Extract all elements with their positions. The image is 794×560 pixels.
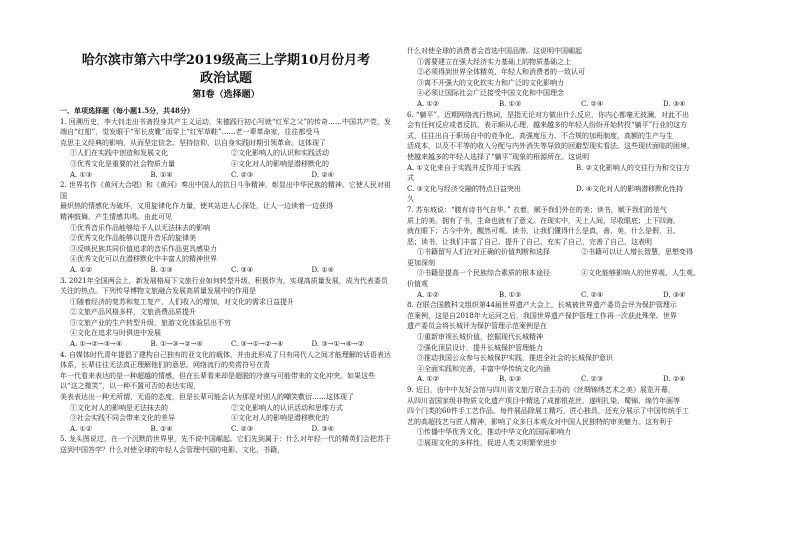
question-9 [407, 385, 745, 449]
option-c: C. ②③ [581, 375, 604, 384]
q8-item: ②强化顶层设计，提升长城保护管理能力 [417, 343, 543, 352]
q1-items [60, 159, 392, 170]
q2-item: ④优秀文化可以在潜移默化中丰富人的精神世界 [70, 255, 217, 264]
q7-item: ④文化能够影响人的世界观、人生观、 [581, 269, 700, 278]
q5-item: ③离不开强大的文化软实力和广泛的文化影响力 [417, 78, 564, 87]
q3-stem-line: 3. 2021年全国两会上，新发展格局下文旅行业如何转型升级、积极作为，实现高质量发展，成为代表委员关注的热点。下列传导博物文旅融合发展高质量发展中的作用是 [60, 276, 388, 296]
q6-options [407, 163, 745, 174]
q7-item-continued: 价值观 [407, 280, 428, 289]
q4-item: ④文化对人的影响是潜移默化的 [231, 414, 329, 423]
question-1 [60, 117, 392, 181]
q5-item: ①需要建立在强大经济实力基础上的物质基础之上 [417, 57, 571, 66]
option-d: D. ③④ [663, 290, 686, 299]
question-6 [407, 110, 745, 205]
q7-stem-line: 就在眼下；古今中外，醒然可观。读书，让我们懂得什么是真，善、美，什么是假，丑、 [407, 227, 680, 236]
option-a: A. ①文化来自于实践并反作用于实践 [407, 163, 521, 172]
q5-item: ②必须得到世界全体精英、年轻人和消费者的一致认可 [417, 68, 585, 77]
q1-stem-line: 1. 回溯历史，李大钊走出书斋投身共产主义运动，朱德践行初心写就“红军之父”的传奇……中国共产党，发端自“红船”，觉发眼于“军长皮靴”而穿上“红军草鞋”……老一辈革命家，往往都受马 [60, 117, 392, 137]
title-line-1: 哈尔滨市第六中学2019级高三上学期10月份月考 [81, 53, 371, 68]
q8-stem-line: 遗产委员会将长城评为保护管理示范案例是在 [407, 322, 547, 331]
q5-stem-continued: 什么对使全球的消费者会首选中国品牌。这说明中国崛起 [407, 47, 582, 55]
exam-title [60, 52, 392, 101]
option-c: C. ③→①→②→④ [231, 340, 284, 349]
q2-item: ①优秀音乐作品能够给予人以无法抹去的影响 [70, 223, 210, 232]
right-column [407, 46, 745, 449]
q1-options [60, 170, 392, 181]
q3-item: ③文旅产业的生产转型升级，旅游文化体验层出不穷 [70, 318, 231, 327]
q4-options [60, 424, 392, 435]
q7-stem-line: 质上的美。拥有了书，生命也就有了意义。在现实中，天上人间，尽收眼底；上下四海， [407, 216, 680, 225]
q7-item-continued: 更加深刻 [407, 258, 435, 267]
option-d: D. ③④ [663, 99, 686, 108]
q2-stem-line: 2. 世界名作《黄河大合唱》和《黄河》奏出中国人的抗日斗争精神，彰显出中华民族的精神。它使人民对祖国 [60, 181, 391, 200]
q9-item: ②展现文化的多样性，促进人类文明繁荣进步 [417, 438, 557, 447]
option-d: D. ③④ [311, 424, 334, 433]
question-5 [60, 434, 392, 455]
q6-stem-line: 6. “躺平”。近期网络流行热词，是指无论对方做出什么反应，你内心都毫无波澜，对此不出 [407, 110, 690, 119]
option-c: C. ③文化与经济交融的特点日益突出 [407, 184, 521, 193]
q9-stem-line: 艺的高超技艺与匠人精神，影响了众多日本观众对中国人民独特的审美魅力。这有利于 [407, 417, 673, 426]
q8-item: ④全面实践和完善，丰富中华传统文化内涵 [417, 364, 550, 373]
option-c: C. ②④ [581, 99, 604, 108]
option-a: A. ①→②→③→④ [70, 340, 123, 349]
q6-stem-line: 式，往往出自于职场自中的竞争化、高强度压力、不合规的加班制度，高额的生产与生 [407, 131, 673, 140]
q9-stem-line: 9. 近日，由中中友好会馆与四川省文旅厅联合主办的《丝绸锦绣艺术之美》展览开幕， [407, 386, 675, 394]
title-line-2: 政治试题 [199, 71, 252, 86]
option-a: A. ①② [70, 265, 93, 274]
q7-items [407, 268, 745, 279]
option-b: B. ①③ [499, 375, 522, 384]
q8-options [407, 374, 745, 385]
question-4 [60, 350, 392, 435]
q6-stem-line: 会有任何反应或者反抗，表示顺从心理，越来越多的年轻人纷纷开始转投“躺平”行业的这方 [407, 121, 688, 130]
option-a: A. ①② [417, 290, 440, 299]
section-heading: 一、单项选择题（每小题1.5分，共48分） [60, 106, 194, 115]
q8-item: ①重新审视长城价值，挖掘现代长城精神 [417, 333, 543, 342]
option-b: B. ①③ [499, 99, 522, 108]
q4-item: ③社会实践不同会带来文化的差异 [70, 414, 175, 423]
q1-items [60, 148, 392, 159]
q4-stem-line: 年一代看来表达的是一种超越的情感，但在长辈看来却是超脱的冷漠与可能带来的文化冲突。如果这些以“这之微笑”，以一种不置可否的表达实现， [60, 371, 375, 391]
option-a: A. ①③ [70, 170, 93, 179]
q7-item: ②书籍可以让人增长智慧，思想变得 [581, 248, 693, 257]
q9-stem-line: 从四川省国家级非物质文化遗产项目中精选了成都银花丝、遂明扎染、蜀锦、绵竹年画等 [407, 396, 680, 405]
option-b: B. ①→③→②→④ [150, 340, 203, 349]
part-title: 第Ⅰ卷（选择题） [192, 90, 260, 100]
q7-options [407, 290, 745, 301]
option-b: B. ①④ [150, 170, 173, 179]
option-b: B. ①③ [499, 290, 522, 299]
q4-items [60, 403, 392, 414]
q3-item: ①随着经济的复苏和复工复产，人们收入的增加，对文化的需求日益提升 [70, 297, 294, 306]
q8-stem-line: 8. 在联合国教科文组织第44届世界遗产大会上，长城被世界遗产委员会评为保护管理示 [407, 301, 677, 310]
q2-stem-line: 精神鼓舞、产生情感共鸣。由此可见 [60, 212, 172, 221]
option-b: B. ②文化影响人的交往行为和交往方 [576, 163, 690, 172]
q5-item: ④必须让国际社会广泛接受中国文化和中国理念 [417, 89, 564, 98]
option-c: C. ②③ [231, 424, 254, 433]
q4-item: ①文化对人的影响是无法抹去的 [70, 403, 168, 412]
q1-item: ②文化影响人的认识和实践活动 [231, 149, 329, 158]
q3-item: ④文化在追求与时俱进中发展 [70, 329, 161, 338]
option-a: A. ①② [417, 99, 440, 108]
q4-stem-line: 4. 自媒体时代青年提倡了建构自己独有的亚文化的载体，并由此形成了只有同代人之间才能理解的话语表达体系，长辈往往无法真正理解他们的意思。网络流行的奖赏符号在青 [60, 350, 391, 370]
q9-item: ①传播中华优秀文化，推动中华文化的国际影响力 [417, 428, 571, 437]
question-2 [60, 180, 392, 275]
option-d-continued: 久 [407, 195, 414, 204]
question-8 [407, 300, 745, 385]
option-b: B. ①③ [150, 265, 173, 274]
q7-items [407, 247, 745, 258]
q2-item: ②优秀文化作品能够以提升音乐的旋律美 [70, 234, 196, 243]
q7-item: ①书籍留写人们在对正确的价值判断和选择 [417, 248, 550, 257]
q3-options [60, 339, 392, 350]
q2-item: ③反映民族共同价值追求的音乐作品更具感染力 [70, 244, 217, 253]
q1-stem-line: 克思主义经典的影响，从而坚定信念、坚持信仰，以自身实践时期引领革命。这体现了 [60, 138, 326, 147]
q8-item: ③推动我国公众参与长城保护实践，推进全社会的长城保护意识 [417, 354, 613, 363]
option-a: A. ①② [417, 375, 440, 384]
q6-stem-line: 使越来越多的年轻人选择了“躺平”现象的根源所在。这说明 [407, 152, 590, 161]
option-d: D. ①④ [311, 265, 334, 274]
option-c: C. ②④ [581, 290, 604, 299]
q7-stem-line: 恶；读书，让我们丰富了自己、提升了自己、充实了自己，完善了自己，这表明 [407, 237, 652, 246]
q2-options [60, 265, 392, 276]
option-d: D. ②④ [311, 170, 334, 179]
q6-stem-line: 活成本，以及不平等的收入分配与内外消失等导致的回避型现实看法。这些现状面临的困境， [407, 142, 694, 151]
q2-stem-line: 最炽热的情感化为破坏，又用旋律化作力量，使其站进人心深处，让人一边读着一边获得 [60, 202, 333, 211]
q5-stem-line: 5. 龙头图说过，在一个沉默的世界里，先不说中国崛起。它们先到属于：什么对年轻一代的精英们会把苏于送到中国答学？什么对使全球的年轻人会管理中国的电影、文化、书籍， [60, 435, 391, 454]
q1-item: ④文化对人的影响是潜移默化的 [231, 159, 329, 168]
option-b: B. ①④ [150, 424, 173, 433]
q5-options [407, 99, 745, 110]
q9-stem-line: 四个门类的60件手工艺作品。每件展品除展工精巧，匠心独具，还充分展示了中国传统手工 [407, 407, 689, 416]
q6-options [407, 184, 745, 195]
question-7 [407, 205, 745, 300]
q4-stem-line: 美表表达出一种无所谓、无语的态度，但是长辈可能会认为那是对别人的嘲笑敷衍……这体现了 [60, 393, 354, 402]
question-3 [60, 276, 392, 350]
q7-stem-line: 7. 苏东坡说：“腹有诗书气自华。” 衣着，赋予我们外在的美；读书，赋予我们的是气 [407, 205, 667, 214]
left-column [60, 106, 392, 456]
q8-stem-line: 范案例，这是自2018年大运河之后，我国世界遗产保护管理工作再一次获此殊荣。世界 [407, 311, 677, 320]
option-d: D. ④文化对人的影响潜移默化性持 [576, 184, 684, 193]
option-d: D. ③→①→④→② [311, 340, 365, 349]
option-b-continued: 式 [407, 174, 414, 183]
q3-item: ②文旅产品风格多样，文旅消费品质提升 [70, 308, 196, 317]
option-c: C. ②③ [231, 170, 254, 179]
q1-item: ①人们在实践中创造和发展文化 [70, 149, 168, 158]
q1-item: ③优秀文化是重要的社会物质力量 [70, 159, 175, 168]
option-c: C. ③④ [231, 265, 254, 274]
q4-items [60, 413, 392, 424]
option-a: A. ①② [70, 424, 93, 433]
q7-item: ③书籍是提高一个民族综合素质的根本途径 [417, 269, 550, 278]
option-d: D. ②④ [663, 375, 686, 384]
q4-item: ②文化影响人的认识活动和思维方式 [231, 403, 343, 412]
